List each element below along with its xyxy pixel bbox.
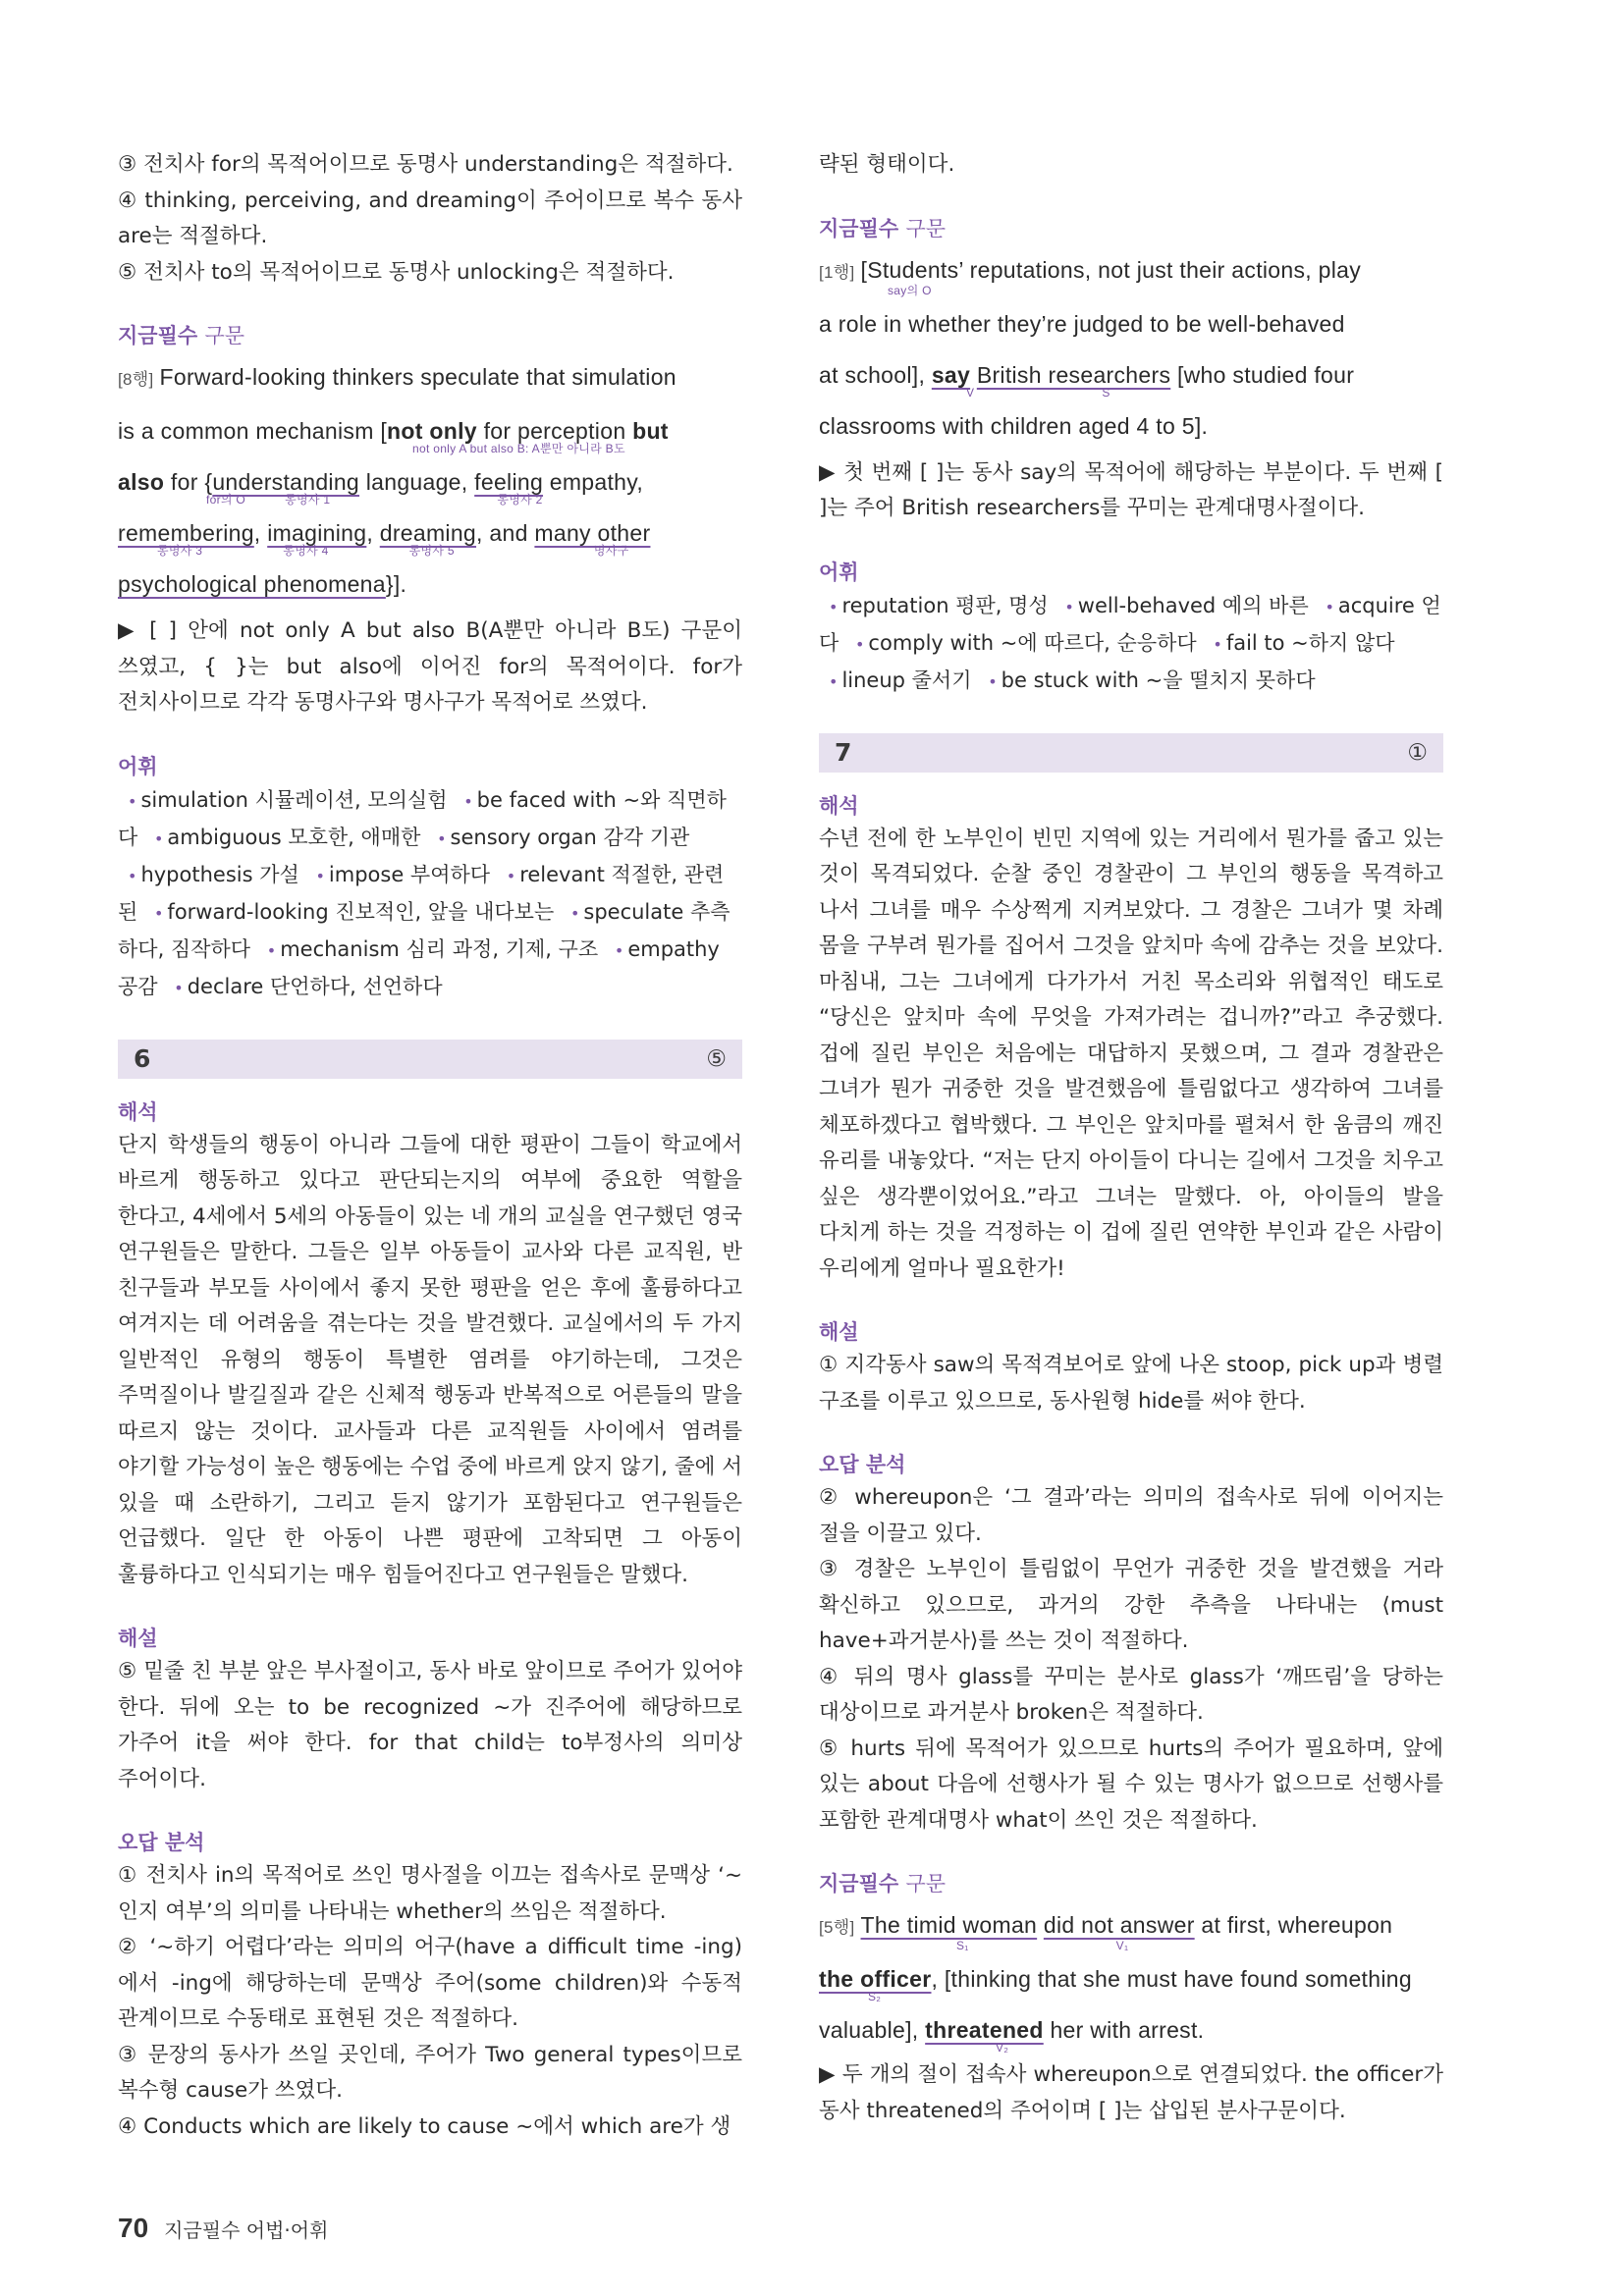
syntax-explanation: ▶ 첫 번째 [ ]는 동사 say의 목적어에 해당하는 부분이다. 두 번째 [ ]는 주어 British researchers를 꾸미는 관계대명사절이다. bbox=[819, 459, 1443, 520]
syntax-heading: 지금필수 구문 bbox=[118, 324, 245, 347]
syntax-explanation: ▶ [ ] 안에 not only A but also B(A뿐만 아니라 B도) 구문이 쓰였고, { }는 but also에 이어진 for의 목적어이다. for가 전치사이므로 각각 동명사구와 명사구가 목적어로 쓰였다. bbox=[118, 618, 742, 715]
wrong-item: ④ Conducts which are likely to cause ~에서 which are가 생 bbox=[118, 2113, 731, 2139]
wrong-item: ① 전치사 in의 목적어로 쓰인 명사절을 이끄는 접속사로 문맥상 ‘~인지 여부’의 의미를 나타내는 whether의 쓰임은 적절하다. bbox=[118, 1863, 742, 1924]
question-number: 7 bbox=[835, 738, 852, 767]
syntax-explanation: ▶ 두 개의 절이 접속사 whereupon으로 연결되었다. the officer가 동사 threatened의 주어이며 [ ]는 삽입된 분사구문이다. bbox=[819, 2062, 1443, 2123]
answer-mark: ① bbox=[1407, 739, 1428, 766]
explanation-text: ① 지각동사 saw의 목적격보어로 앞에 나온 stoop, pick up과 병렬 구조를 이루고 있으므로, 동사원형 hide를 써야 한다. bbox=[819, 1353, 1443, 1414]
syntax-heading: 지금필수 구문 bbox=[819, 1872, 947, 1896]
translation-heading: 해석 bbox=[819, 793, 859, 818]
translation-heading: 해석 bbox=[118, 1099, 158, 1124]
wrong-analysis-heading: 오답 분석 bbox=[118, 1831, 205, 1854]
right-column bbox=[819, 147, 1443, 2129]
answer-item: ④ thinking, perceiving, and dreaming이 주어이므로 복수 동사 are는 적절하다. bbox=[118, 187, 742, 248]
book-title: 지금필수 어법·어휘 bbox=[164, 2218, 329, 2242]
wrong-analysis-heading: 오답 분석 bbox=[819, 1453, 906, 1476]
wrong-item: ③ 문장의 동사가 쓰일 곳인데, 주어가 Two general types이므로 복수형 cause가 쓰였다. bbox=[118, 2042, 742, 2103]
question-number: 6 bbox=[134, 1044, 151, 1073]
syntax-sentence: [1행] [Students’ reputations, not just their actions, play say의 O a role in whether they’re judged to be well-behaved at school], say British researchers [who studied four V S classrooms with children aged 4 to 5]. bbox=[819, 244, 1443, 452]
syntax-sentence: [5행] The timid woman did not answer at first, whereupon S₁ V₁ the officer, [thinking that she must have found something S₂ valuable], threatened her with arrest. V₂ bbox=[819, 1899, 1443, 2054]
answer-mark: ⑤ bbox=[706, 1045, 727, 1072]
explanation-text: ⑤ 밑줄 친 부분 앞은 부사절이고, 동사 바로 앞이므로 주어가 있어야 한다. 뒤에 오는 to be recognized ~가 진주어에 해당하므로 가주어 it을 써야 한다. for that child는 to부정사의 의미상 주어이다. bbox=[118, 1659, 742, 1791]
explanation-heading: 해설 bbox=[118, 1627, 158, 1650]
wrong-item: ② ‘~하기 어렵다’라는 의미의 어구(have a difficult time -ing)에서 -ing에 해당하는데 문맥상 주어(some children)와 수동적 관계이므로 수동태로 표현된 것은 적절하다. bbox=[118, 1935, 742, 2031]
syntax-annotation: 동명사 3 동명사 4 동명사 5 명사구 bbox=[157, 544, 629, 558]
syntax-heading: 지금필수 구문 bbox=[819, 216, 947, 240]
page-number: 70 bbox=[118, 2213, 149, 2243]
syntax-annotation: for의 O 동명사 1 동명사 2 bbox=[206, 493, 543, 507]
syntax-annotation: say의 O bbox=[888, 283, 932, 297]
question-header-6 bbox=[118, 1040, 742, 1079]
question-header-7 bbox=[819, 733, 1443, 773]
vocab-list: • simulation 시뮬레이션, 모의실험 • be faced with ~와 직면하다 • ambiguous 모호한, 애매한 • sensory organ 감각 기관 • hypothesis 가설 • impose 부여하다 • relevant 적절한, 관련된 • forward-looking 진보적인, 앞을 내다보는 • speculate 추측하다, 짐작하다 • mechanism 심리 과정, 기제, 구조 • empathy 공감 • declare 단언하다, 선언하다 bbox=[118, 787, 731, 998]
wrong-item: ④ 뒤의 명사 glass를 꾸미는 분사로 glass가 ‘깨뜨림’을 당하는 대상이므로 과거분사 broken은 적절하다. bbox=[819, 1664, 1443, 1725]
answer-item: ③ 전치사 for의 목적어이므로 동명사 understanding은 적절하다. bbox=[118, 152, 733, 177]
syntax-annotation: S₁ V₁ bbox=[956, 1939, 1129, 1952]
left-column bbox=[118, 147, 742, 2145]
wrong-item: ③ 경찰은 노부인이 틀림없이 무언가 귀중한 것을 발견했을 거라 확신하고 있으므로, 과거의 강한 추측을 나타내는 ⟨must have+과거분사⟩를 쓰는 것이 적절하다. bbox=[819, 1557, 1443, 1653]
answer-item: ⑤ 전치사 to의 목적어이므로 동명사 unlocking은 적절하다. bbox=[118, 259, 675, 285]
explanation-heading: 해설 bbox=[819, 1320, 859, 1344]
page-footer bbox=[118, 2213, 328, 2244]
vocab-heading: 어휘 bbox=[118, 754, 158, 778]
syntax-annotation: V S bbox=[966, 385, 1110, 400]
syntax-annotation: V₂ bbox=[996, 2041, 1009, 2055]
translation-text: 수년 전에 한 노부인이 빈민 지역에 있는 거리에서 뭔가를 줍고 있는 것이 목격되었다. 순찰 중인 경찰관이 그 부인의 행동을 목격하고 나서 그녀를 매우 수상쩍게 지켜보았다. 그 경찰은 그녀가 몇 차례 몸을 구부려 뭔가를 집어서 그것을 앞치마 속에 감추는 것을 보았다. 마침내, 그는 그녀에게 다가가서 거친 목소리와 위협적인 태도로 “당신은 앞치마 속에 무엇을 가져가려는 겁니까?”라고 추궁했다. 겁에 질린 부인은 처음에는 대답하지 못했으며, 그 결과 경찰관은 그녀가 뭔가 귀중한 것을 발견했음에 틀림없다고 생각하여 그녀를 체포하겠다고 협박했다. 그 부인은 앞치마를 펼쳐서 한 움큼의 깨진 유리를 내놓았다. “저는 단지 아이들이 다니는 길에서 그것을 치우고 싶은 생각뿐이었어요.”라고 그녀는 말했다. 아, 아이들의 발을 다치게 하는 것을 걱정하는 이 겁에 질린 연약한 부인과 같은 사람이 우리에게 얼마나 필요한가! bbox=[819, 826, 1443, 1281]
continuation-text: 략된 형태이다. bbox=[819, 152, 955, 177]
vocab-heading: 어휘 bbox=[819, 560, 859, 584]
syntax-annotation: not only A but also B: A뿐만 아니라 B도 bbox=[412, 442, 625, 455]
syntax-annotation: S₂ bbox=[868, 1990, 882, 2003]
vocab-list: • reputation 평판, 명성 • well-behaved 예의 바른 • acquire 얻다 • comply with ~에 따르다, 순응하다 • fail to ~하지 않다 • lineup 줄서기 • be stuck with ~을 떨치지 못하다 bbox=[819, 593, 1441, 692]
wrong-item: ⑤ hurts 뒤에 목적어가 있으므로 hurts의 주어가 필요하며, 앞에 있는 about 다음에 선행사가 될 수 있는 명사가 없으므로 선행사를 포함한 관계대명사 what이 쓰인 것은 적절하다. bbox=[819, 1735, 1443, 1833]
translation-text: 단지 학생들의 행동이 아니라 그들에 대한 평판이 그들이 학교에서 바르게 행동하고 있다고 판단되는지의 여부에 중요한 역할을 한다고, 4세에서 5세의 아동들이 있는 네 개의 교실을 연구했던 영국 연구원들은 말한다. 그들은 일부 아동들이 교사와 다른 교직원, 반 친구들과 부모들 사이에서 좋지 못한 평판을 얻은 후에 훌륭하다고 여겨지는 데 어려움을 겪는다는 것을 발견했다. 교실에서의 두 가지 일반적인 유형의 행동이 특별한 염려를 야기하는데, 그것은 주먹질이나 발길질과 같은 신체적 행동과 반복적으로 어른들의 말을 따르지 않는 것이다. 교사들과 다른 교직원들 사이에서 염려를 야기할 가능성이 높은 행동에는 수업 중에 바르게 앉지 않기, 줄에 서 있을 때 소란하기, 그리고 듣지 않기가 포함된다고 연구원들은 언급했다. 일단 한 아동이 나쁜 평판에 고착되면 그 아동이 훌륭하다고 인식되기는 매우 힘들어진다고 연구원들은 말했다. bbox=[118, 1132, 742, 1587]
wrong-item: ② whereupon은 ‘그 결과’라는 의미의 접속사로 뒤에 이어지는 절을 이끌고 있다. bbox=[819, 1485, 1443, 1546]
syntax-sentence: [8행] Forward-looking thinkers speculate that simulation is a common mechanism [not only for perception but not only A but also B: A뿐만 아니라 B도 also for {understanding language, feeling empathy, for의 O 동명사 1 동명사 2 remembering, imagining, dreaming, and many other 동명사 3 동명사 4 동명사 5 명사구 psychological phenomena}]. bbox=[118, 351, 742, 610]
